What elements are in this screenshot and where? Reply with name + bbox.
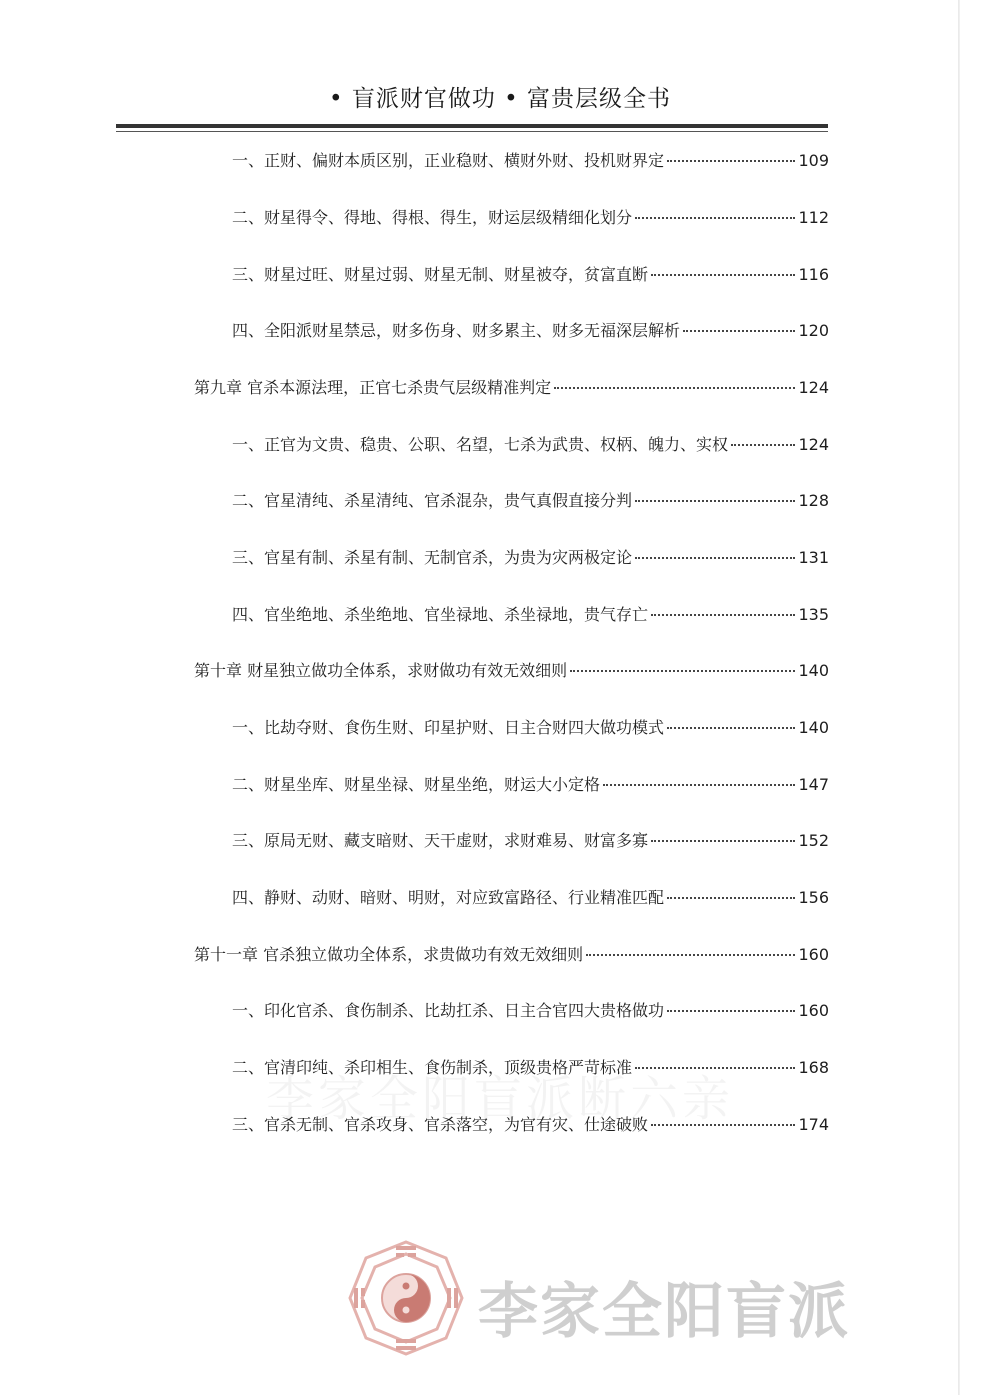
toc-leader-dots bbox=[651, 614, 795, 616]
toc-leader-dots bbox=[603, 784, 795, 786]
toc-entry-page: 109 bbox=[798, 151, 829, 170]
toc-leader-dots bbox=[635, 1067, 795, 1069]
toc-entry-title: 二、官清印纯、杀印相生、食伤制杀，顶级贵格严苛标准 bbox=[232, 1058, 633, 1077]
toc-leader-dots bbox=[635, 500, 795, 502]
toc-chapter-entry[interactable] bbox=[194, 660, 829, 682]
toc-entry-page: 174 bbox=[798, 1115, 829, 1134]
header-rule-thin bbox=[116, 131, 828, 132]
bagua-taiji-icon bbox=[346, 1238, 466, 1358]
toc-entry-page: 112 bbox=[798, 208, 829, 227]
toc-leader-dots bbox=[683, 330, 795, 332]
toc-leader-dots bbox=[667, 160, 795, 162]
toc-chapter-entry[interactable] bbox=[194, 944, 829, 966]
toc-entry-page: 152 bbox=[798, 831, 829, 850]
toc-leader-dots bbox=[635, 217, 795, 219]
toc-entry-page: 140 bbox=[798, 718, 829, 737]
toc-entry[interactable] bbox=[232, 1000, 829, 1022]
toc-entry-page: 168 bbox=[798, 1058, 829, 1077]
toc-entry-title: 四、静财、动财、暗财、明财，对应致富路径、行业精准匹配 bbox=[232, 888, 665, 907]
toc-chapter-entry[interactable] bbox=[194, 377, 829, 399]
toc-entry-title: 三、原局无财、藏支暗财、天干虚财，求财难易、财富多寡 bbox=[232, 831, 649, 850]
toc-entry[interactable] bbox=[232, 830, 829, 852]
toc-entry[interactable] bbox=[232, 320, 829, 342]
toc-entry-page: 156 bbox=[798, 888, 829, 907]
toc-entry-page: 140 bbox=[798, 661, 829, 680]
toc-entry-title: 一、正财、偏财本质区别，正业稳财、横财外财、投机财界定 bbox=[232, 151, 665, 170]
toc-entry-page: 124 bbox=[798, 435, 829, 454]
toc-leader-dots bbox=[731, 444, 795, 446]
toc-entry-title: 一、比劫夺财、食伤生财、印星护财、日主合财四大做功模式 bbox=[232, 718, 665, 737]
header-rule-thick bbox=[116, 124, 828, 128]
toc-leader-dots bbox=[586, 954, 795, 956]
toc-entry-title: 第九章 官杀本源法理，正官七杀贵气层级精准判定 bbox=[194, 378, 552, 397]
toc-entry-page: 135 bbox=[798, 605, 829, 624]
toc-entry-page: 160 bbox=[798, 1001, 829, 1020]
toc-entry-title: 第十一章 官杀独立做功全体系，求贵做功有效无效细则 bbox=[194, 945, 584, 964]
toc-leader-dots bbox=[554, 387, 795, 389]
toc-entry-page: 124 bbox=[798, 378, 829, 397]
toc-entry[interactable] bbox=[232, 717, 829, 739]
toc-entry-title: 四、全阳派财星禁忌，财多伤身、财多累主、财多无福深层解析 bbox=[232, 321, 681, 340]
toc-leader-dots bbox=[667, 897, 795, 899]
toc-entry[interactable] bbox=[232, 434, 829, 456]
toc-entry-title: 二、官星清纯、杀星清纯、官杀混杂，贵气真假直接分判 bbox=[232, 491, 633, 510]
logo-text: 李家全阳盲派 bbox=[478, 1277, 850, 1347]
toc-leader-dots bbox=[651, 1124, 795, 1126]
toc-entry[interactable] bbox=[232, 1114, 829, 1136]
toc-entry[interactable] bbox=[232, 490, 829, 512]
toc-entry-page: 120 bbox=[798, 321, 829, 340]
page-edge bbox=[958, 0, 960, 1395]
toc-entry[interactable] bbox=[232, 774, 829, 796]
toc-entry-page: 147 bbox=[798, 775, 829, 794]
toc-entry-title: 二、财星坐库、财星坐禄、财星坐绝，财运大小定格 bbox=[232, 775, 601, 794]
toc-entry-title: 二、财星得令、得地、得根、得生，财运层级精细化划分 bbox=[232, 208, 633, 227]
toc-entry-title: 第十章 财星独立做功全体系，求财做功有效无效细则 bbox=[194, 661, 568, 680]
toc-entry[interactable] bbox=[232, 264, 829, 286]
toc-leader-dots bbox=[651, 840, 795, 842]
toc-entry[interactable] bbox=[232, 1057, 829, 1079]
toc-leader-dots bbox=[635, 557, 795, 559]
toc-entry-page: 128 bbox=[798, 491, 829, 510]
toc-entry-page: 131 bbox=[798, 548, 829, 567]
toc-entry-title: 三、财星过旺、财星过弱、财星无制、财星被夺，贫富直断 bbox=[232, 265, 649, 284]
toc-entry[interactable] bbox=[232, 207, 829, 229]
toc-entry[interactable] bbox=[232, 150, 829, 172]
toc-entry-title: 一、印化官杀、食伤制杀、比劫扛杀、日主合官四大贵格做功 bbox=[232, 1001, 665, 1020]
toc-leader-dots bbox=[651, 274, 795, 276]
running-header-title: • 盲派财官做功 • 富贵层级全书 bbox=[328, 86, 672, 112]
toc-entry-title: 四、官坐绝地、杀坐绝地、官坐禄地、杀坐禄地，贵气存亡 bbox=[232, 605, 649, 624]
toc-entry[interactable] bbox=[232, 547, 829, 569]
toc-entry[interactable] bbox=[232, 604, 829, 626]
toc-leader-dots bbox=[570, 670, 795, 672]
toc-entry[interactable] bbox=[232, 887, 829, 909]
toc-entry-page: 160 bbox=[798, 945, 829, 964]
toc-entry-title: 三、官星有制、杀星有制、无制官杀，为贵为灾两极定论 bbox=[232, 548, 633, 567]
toc-leader-dots bbox=[667, 1010, 795, 1012]
toc-leader-dots bbox=[667, 727, 795, 729]
toc-entry-page: 116 bbox=[798, 265, 829, 284]
toc-entry-title: 一、正官为文贵、稳贵、公职、名望，七杀为武贵、权柄、魄力、实权 bbox=[232, 435, 729, 454]
toc-entry-title: 三、官杀无制、官杀攻身、官杀落空，为官有灾、仕途破败 bbox=[232, 1115, 649, 1134]
